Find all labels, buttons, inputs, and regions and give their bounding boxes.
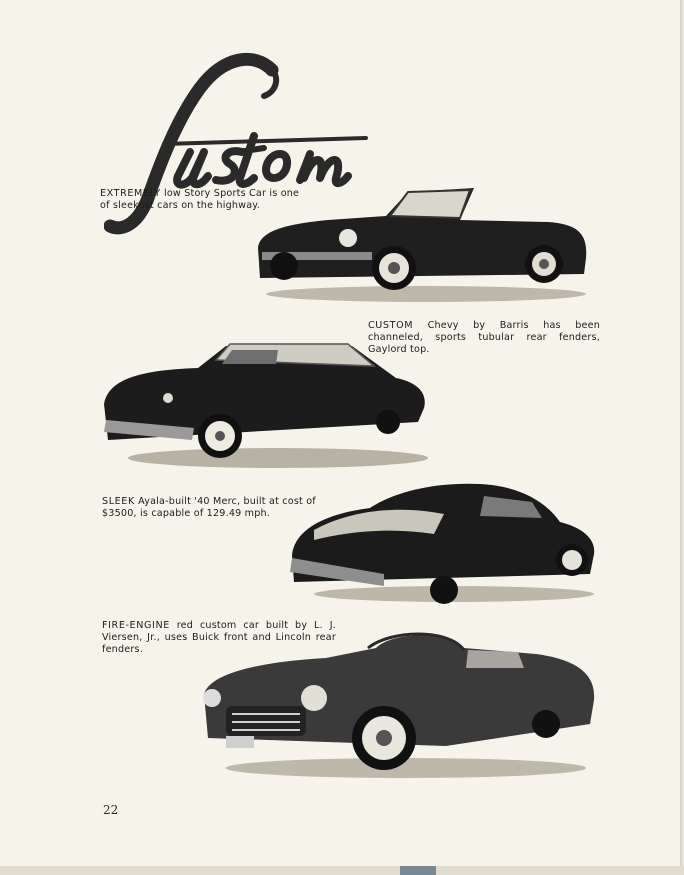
photo-viersen-custom <box>196 628 598 780</box>
caption-lead: SLEEK <box>102 496 135 507</box>
photo-ayala-merc <box>284 478 600 604</box>
scan-tab <box>400 866 436 875</box>
caption-lead: FIRE-ENGINE <box>102 620 170 631</box>
caption-body: red custom car built by L. J. Viersen, Jr., uses Buick front and Lincoln rear fenders. <box>102 620 336 655</box>
caption-body: low Story Sports Car is one of sleekest cars on the highway. <box>100 188 300 211</box>
photo-barris-chevy <box>98 336 430 470</box>
caption-lead: EXTREMELY <box>100 188 161 199</box>
caption-body: Chevy by Barris has been channeled, sports tubular rear fenders, Gaylord top. <box>368 320 600 355</box>
page-number: 22 <box>103 803 119 817</box>
scan-edge <box>0 866 684 875</box>
caption-body: Ayala-built '40 Merc, built at cost of $3500, is capable of 129.49 mph. <box>102 496 316 519</box>
caption-lead: CUSTOM <box>368 320 414 331</box>
photo-story-sports-car <box>248 182 594 304</box>
